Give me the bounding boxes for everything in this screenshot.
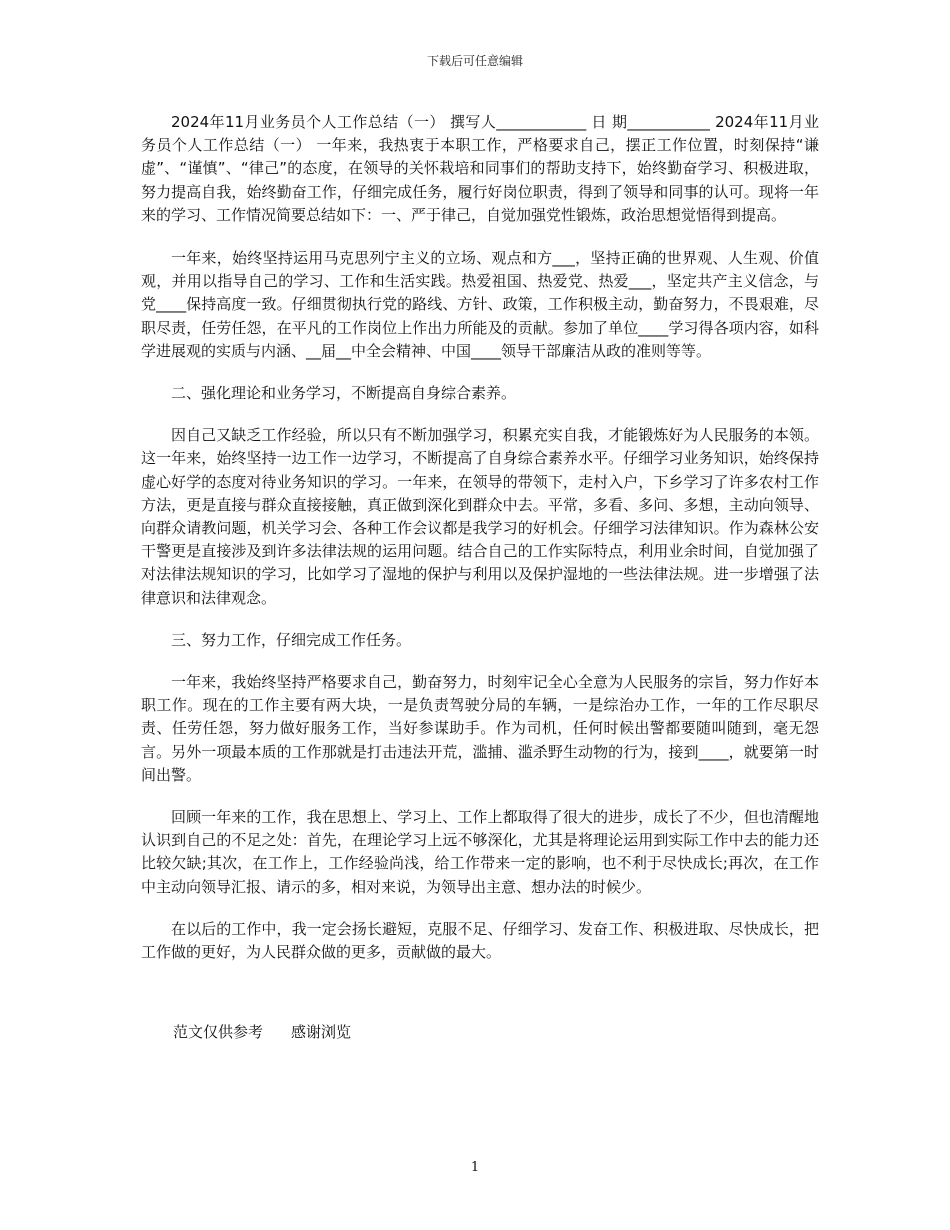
footer-note (173, 1021, 351, 1042)
page-header: 下载后可任意编辑 (426, 54, 523, 68)
paragraph-study: 因自己又缺乏工作经验，所以只有不断加强学习，积累充实自我，才能锻炼好为人民服务的本领。这一年来，始终坚持一边工作一边学习，不断提高了自身综合素养水平。仔细学习业务知识，始终保持虚心好学的态度对待业务知识的学习。一年来，在领导的带领下，走村入户，下乡学习了许多农村工作方法，更是直接与群众直接接触，真正做到深化到群众中去。平常，多看、多问、多想，主动向领导、向群众请教问题，机关学习会、各种工作会议都是我学习的好机会。仔细学习法律知识。作为森林公安干警更是直接涉及到许多法律法规的运用问题。结合自己的工作实际特点，利用业余时间，自觉加强了对法律法规知识的学习，比如学习了湿地的保护与利用以及保护湿地的一些法律法规。进一步增强了法律意识和法律观念。 (141, 426, 819, 607)
paragraph-work: 一年来，我始终坚持严格要求自己，勤奋努力，时刻牢记全心全意为人民服务的宗旨，努力作好本职工作。现在的工作主要有两大块，一是负责驾驶分局的车辆，一是综治办工作，一年的工作尽职尽责、任劳任怨，努力做好服务工作，当好参谋助手。作为司机，任何时候出警都要随叫随到，毫无怨言。另外一项最本质的工作那就是打击违法开荒，滥捕、滥杀野生动物的行为，接到____，就要第一时间出警。 (141, 673, 819, 784)
page-number: 1 (470, 1160, 480, 1175)
paragraph-future: 在以后的工作中，我一定会扬长避短，克服不足、仔细学习、发奋工作、积极进取、尽快成长，把工作做的更好，为人民群众做的更多，贡献做的最大。 (141, 919, 819, 962)
paragraph-review: 回顾一年来的工作，我在思想上、学习上、工作上都取得了很大的进步，成长了不少，但也清醒地认识到自己的不足之处：首先，在理论学习上远不够深化，尤其是将理论运用到实际工作中去的能力还比较欠缺;其次，在工作上，工作经验尚浅，给工作带来一定的影响，也不利于尽快成长;再次，在工作中主动向领导汇报、请示的多，相对来说，为领导出主意、想办法的时候少。 (141, 808, 819, 896)
footer-note-right: 感谢浏览 (291, 1023, 352, 1041)
footer-note-left: 范文仅供参考 (173, 1023, 264, 1041)
paragraph-intro: 2024年11月业务员个人工作总结（一） 撰写人____________ 日 期___________ 2024年11月业务员个人工作总结（一） 一年来，我热衷于本职工作，严格要求自己，摆正工作位置，时刻保持“谦虚”、“谨慎”、“律己”的态度，在领导的关怀栽培和同事们的帮助支持下，始终勤奋学习、积极进取，努力提高自我，始终勤奋工作，仔细完成任务，履行好岗位职责，得到了领导和同事的认可。现将一年来的学习、工作情况简要总结如下：一、严于律己，自觉加强党性锻炼，政治思想觉悟得到提高。 (141, 113, 819, 224)
paragraph-political: 一年来，始终坚持运用马克思列宁主义的立场、观点和方___，坚持正确的世界观、人生观、价值观，并用以指导自己的学习、工作和生活实践。热爱祖国、热爱党、热爱___，坚定共产主义信念，与党____保持高度一致。仔细贯彻执行党的路线、方针、政策，工作积极主动，勤奋努力，不畏艰难，尽职尽责，任劳任怨，在平凡的工作岗位上作出力所能及的贡献。参加了单位____学习得各项内容，如科学进展观的实质与内涵、__届__中全会精神、中国____领导干部廉洁从政的准则等等。 (141, 249, 819, 360)
section-heading-2: 二、强化理论和业务学习，不断提高自身综合素养。 (171, 384, 517, 403)
document-body (141, 111, 819, 983)
section-heading-3: 三、努力工作，仔细完成工作任务。 (171, 630, 412, 649)
